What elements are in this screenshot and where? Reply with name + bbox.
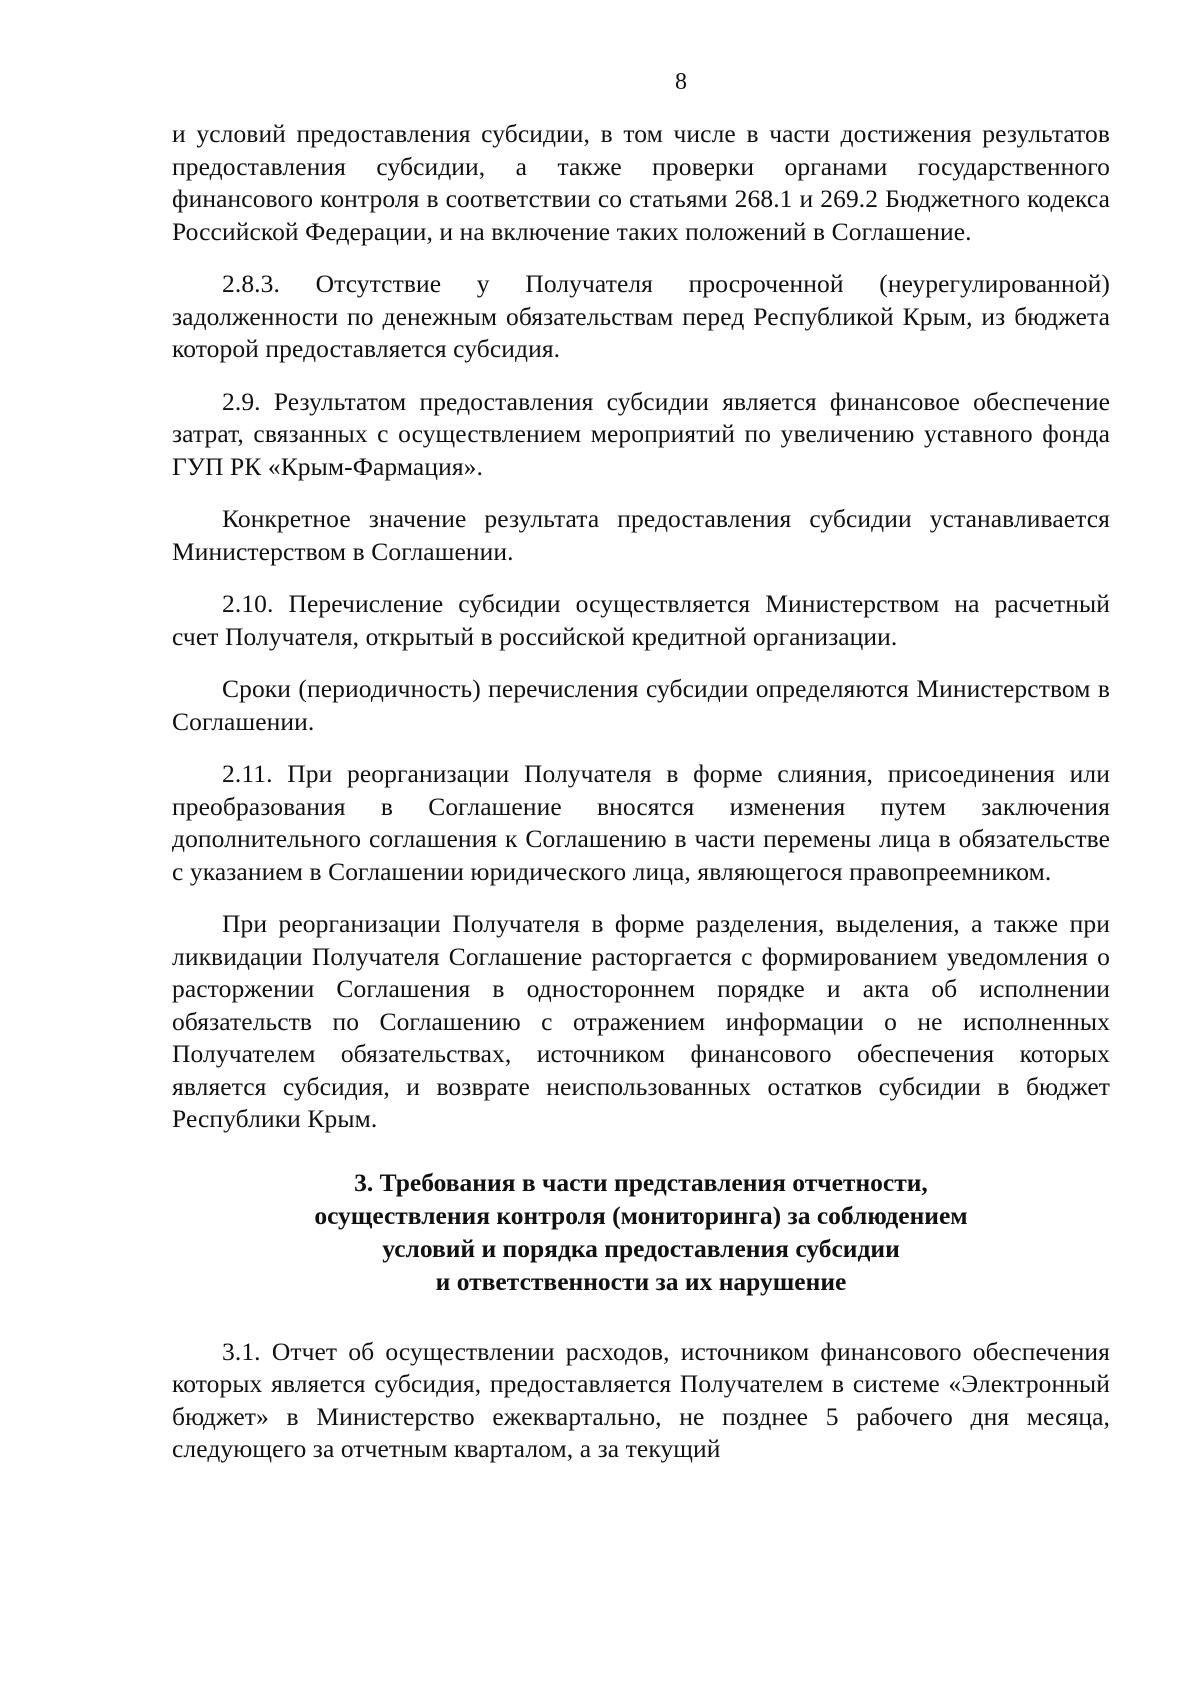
paragraph-2-10-terms: Сроки (периодичность) перечисления субсидии определяются Министерством в Соглашении. xyxy=(172,674,1110,736)
section-3-heading-line-3: условий и порядка предоставления субсидии xyxy=(382,1233,900,1263)
paragraph-continuation: и условий предоставления субсидии, в том числе в части достижения результатов предоставления субсидии, а также проверки органами государственного финансового контроля в соответствии со статьями 268.1 и 269.2 Бюджетного кодекса Российской Федерации, и на включение таких положений в Соглашение. xyxy=(172,119,1110,246)
paragraph-3-1: 3.1. Отчет об осуществлении расходов, источником финансового обеспечения которых является субсидия, предоставляется Получателем в системе «Электронный бюджет» в Министерство ежеквартально, не позднее 5 рабочего дня месяца, следующего за отчетным кварталом, а за текущий xyxy=(172,1336,1110,1463)
paragraph-2-11-liquidation: При реорганизации Получателя в форме разделения, выделения, а также при ликвидации Получателя Соглашение расторгается с формированием уведомления о расторжении Соглашения в одностороннем порядке и акта об исполнении обязательств по Соглашению с отражением информации о не исполненных Получателем обязательствах, источником финансового обеспечения которых является субсидия, и возврате неиспользованных остатков субсидии в бюджет Республики Крым. xyxy=(172,909,1110,1133)
paragraph-2-9: 2.9. Результатом предоставления субсидии является финансовое обеспечение затрат, связанных с осуществлением мероприятий по увеличению уставного фонда ГУП РК «Крым-Фармация». xyxy=(172,386,1110,481)
paragraph-2-9-value: Конкретное значение результата предоставления субсидии устанавливается Министерством в Соглашении. xyxy=(172,504,1110,566)
section-3-heading xyxy=(172,1166,1110,1298)
paragraph-2-11: 2.11. При реорганизации Получателя в форме слияния, присоединения или преобразования в Соглашение вносятся изменения путем заключения дополнительного соглашения к Соглашению в части перемены лица в обязательстве с указанием в Соглашении юридического лица, являющегося правопреемником. xyxy=(172,759,1110,886)
section-3-heading-line-1: 3. Требования в части представления отчетности, xyxy=(354,1167,928,1197)
section-3-heading-line-2: осуществления контроля (мониторинга) за соблюдением xyxy=(314,1200,968,1230)
section-3-heading-line-4: и ответственности за их нарушение xyxy=(435,1266,847,1296)
page-number: 8 xyxy=(675,69,687,95)
paragraph-2-8-3: 2.8.3. Отсутствие у Получателя просроченной (неурегулированной) задолженности по денежным обязательствам перед Республикой Крым, из бюджета которой предоставляется субсидия. xyxy=(172,269,1110,363)
paragraph-2-10: 2.10. Перечисление субсидии осуществляется Министерством на расчетный счет Получателя, открытый в российской кредитной организации. xyxy=(172,589,1110,651)
